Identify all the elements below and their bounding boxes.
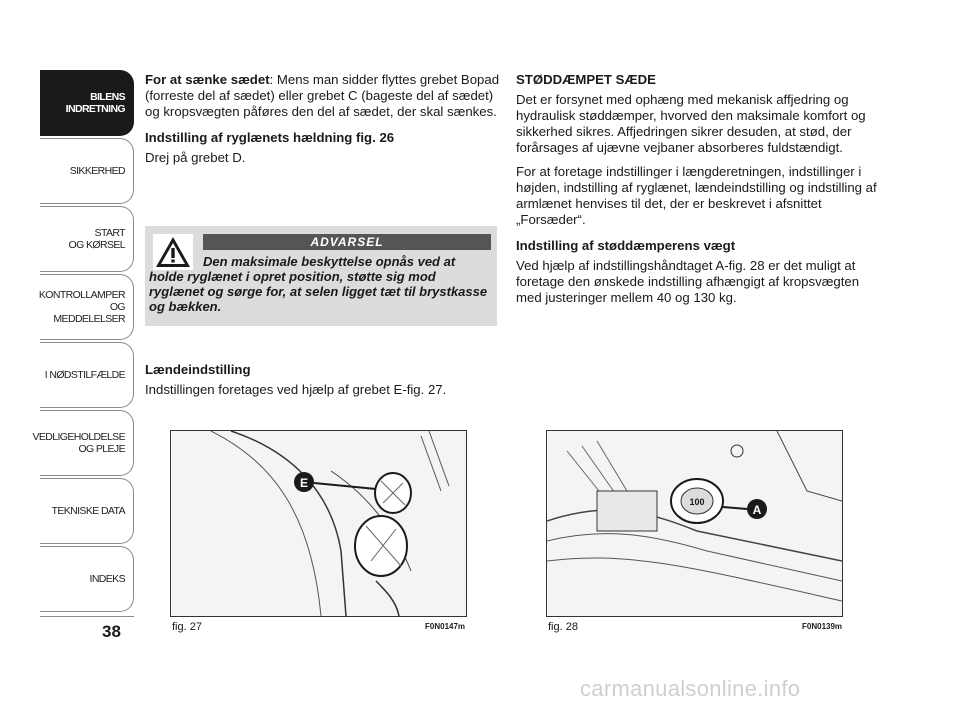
paragraph-backrest: Drej på grebet D. [145, 150, 246, 165]
figure-28-damper-handle [546, 430, 843, 617]
heading-lumbar: Lændeindstilling [145, 362, 251, 377]
damper-handle-illustration [547, 431, 842, 616]
fig-28-code: F0N0139m [802, 622, 843, 631]
tab-vedligeholdelse[interactable]: VEDLIGEHOLDELSE OG PLEJE [40, 410, 134, 476]
lumbar-section [145, 352, 500, 406]
tab-nodstilfaelde[interactable]: I NØDSTILFÆLDE [40, 342, 134, 408]
right-column [516, 72, 881, 314]
paragraph-suspension: Det er forsynet med ophæng med mekanisk affjedring og hydraulisk støddæmper, hvorved den maksimale komfort og sikkerhed sikres. Affjedringen sikrer desuden, at stød, der forårsages af ujævne vejbaner absorberes fuldstændigt. [516, 92, 866, 155]
figure-27-lumbar-knob [170, 430, 467, 617]
warning-label: ADVARSEL [203, 234, 491, 250]
page-number: 38 [102, 622, 121, 641]
paragraph-text: : Mens man sidder flyttes grebet Bopad (forreste del af sædet) eller grebet C (bageste del af sædet) og kropsvægten påføres den del af sædet, der skal sænkes. [145, 72, 500, 119]
tab-indeks[interactable]: INDEKS [40, 546, 134, 612]
chapter-tabs [32, 70, 134, 614]
paragraph-adjustments: For at foretage indstillinger i længderetningen, indstillinger i højden, indstilling af ryglænet, lændeindstilling og indstilling af armlænet henvises til det, der er beskrevet i afsnittet „Forsæder“. [516, 164, 877, 227]
paragraph-damper-weight: Ved hjælp af indstillingshåndtaget A-fig. 28 er det muligt at foretage den ønskede indstilling afhængigt af kropsvægten med justeringer mellem 40 og 130 kg. [516, 258, 860, 305]
lead-bold: For at sænke sædet [145, 72, 270, 87]
tab-start-og-korsel[interactable]: START OG KØRSEL [40, 206, 134, 272]
heading-damper-weight: Indstilling af støddæmperens vægt [516, 238, 736, 253]
dial-label: 100 [689, 497, 705, 507]
watermark: carmanualsonline.info [580, 676, 801, 701]
marker-A-label: A [752, 503, 762, 517]
tab-sikkerhed[interactable]: SIKKERHED [40, 138, 134, 204]
lumbar-knob-illustration [171, 431, 466, 616]
marker-E-label: E [299, 476, 309, 490]
sidebar-divider [40, 616, 134, 617]
warning-box [145, 226, 497, 326]
tab-tekniske-data[interactable]: TEKNISKE DATA [40, 478, 134, 544]
heading-suspended-seat: STØDDÆMPET SÆDE [516, 72, 656, 87]
tab-bilens-indretning[interactable]: BILENS INDRETNING [40, 70, 134, 136]
paragraph-lumbar: Indstillingen foretages ved hjælp af grebet E-fig. 27. [145, 382, 447, 397]
tab-kontrollamper[interactable]: KONTROLLAMPER OG MEDDELELSER [40, 274, 134, 340]
warning-text: Den maksimale beskyttelse opnås ved at holde ryglænet i opret position, støtte sig mod ryglænet og sørge for, at selen ligget tæt til brystkasse og bækken. [149, 254, 488, 314]
fig-27-caption: fig. 27 [172, 621, 202, 633]
fig-28-caption: fig. 28 [548, 621, 578, 633]
heading-backrest: Indstilling af ryglænets hældning fig. 26 [145, 130, 395, 145]
left-column [145, 72, 500, 174]
paragraph-lower-seat [145, 72, 500, 120]
fig-27-code: F0N0147m [425, 622, 466, 631]
